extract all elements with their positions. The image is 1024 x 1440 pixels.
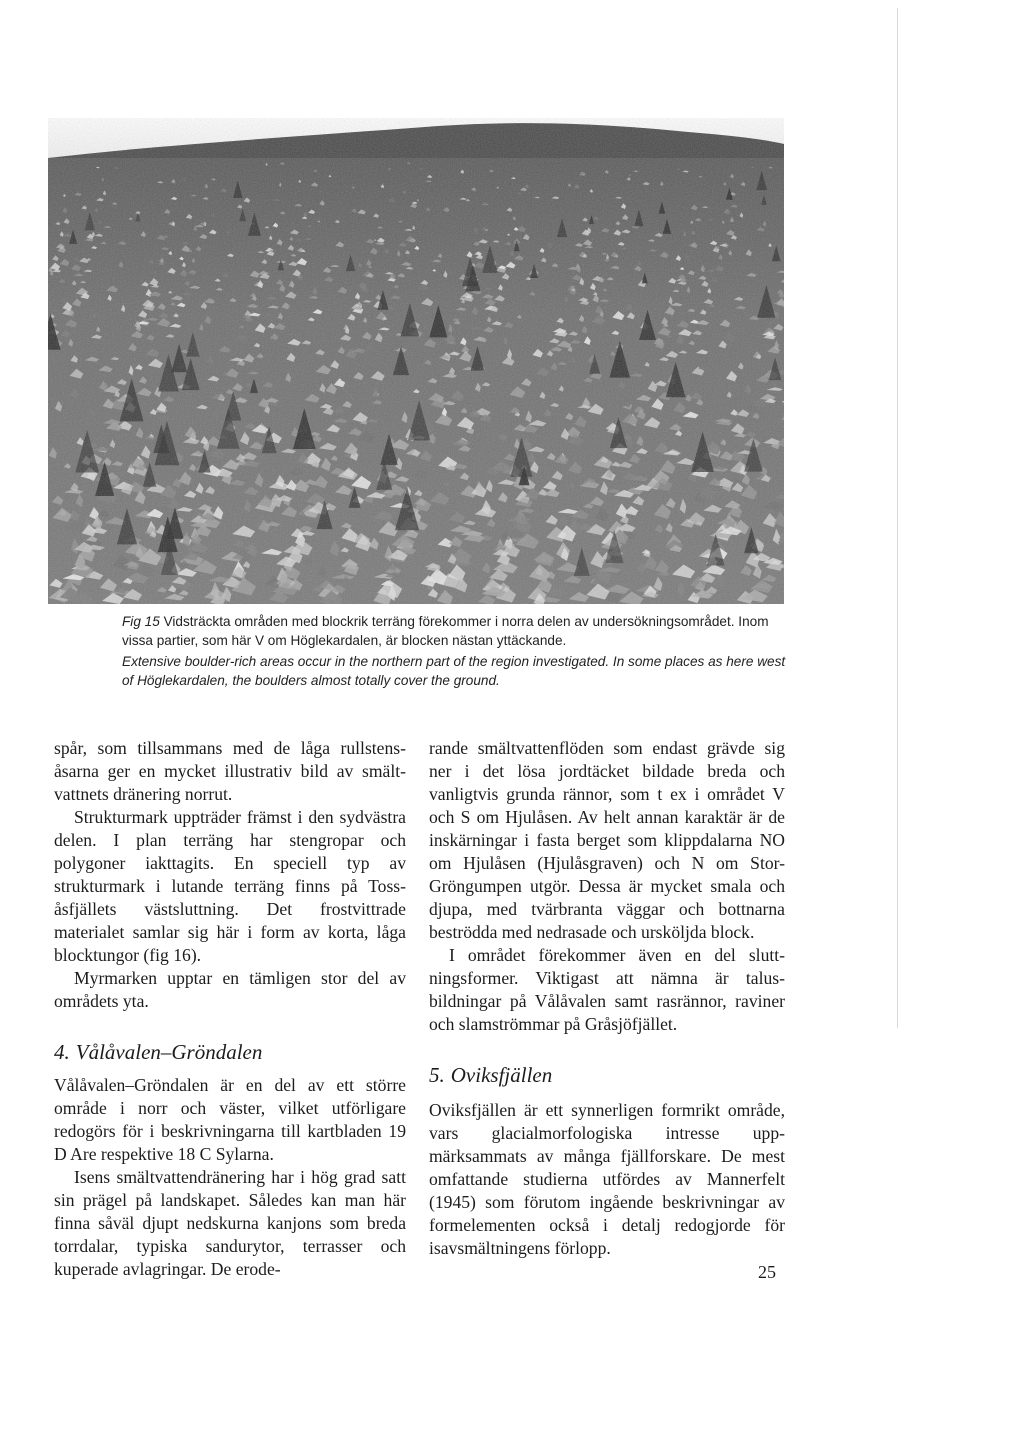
body-paragraph: Oviksfjällen är ett synnerligen formrikt område, vars glacialmorfologiska intresse uppmärksammats av många fjällforskare. De mest omfattande studierna utfördes av Mannerfelt (1945) som förutom ingående beskrivningar av formelementen också i detalj redogjorde för isavsmältningens förlopp. <box>429 1100 785 1258</box>
section-heading <box>54 1041 406 1064</box>
left-column <box>54 737 406 1281</box>
body-paragraph: I området förekommer även en del sluttningsformer. Viktigast att nämna är talusbildningar på Vålåvalen samt rasrännor, raviner och slamströmmar på Gråsjöfjället. <box>429 945 785 1034</box>
figure-label: Fig 15 <box>122 614 160 629</box>
body-paragraph: spår, som tillsammans med de låga rullstensåsarna ger en mycket illustrativ bild av smältvattnets dränering norrut. <box>54 738 406 804</box>
figure-caption <box>122 612 792 690</box>
photo-grain <box>48 118 784 604</box>
body-paragraph: Myrmarken upptar en tämligen stor del av områdets yta. <box>54 968 406 1011</box>
caption-swedish <box>122 612 792 650</box>
section-number: 4. <box>54 1040 70 1064</box>
figure-photo <box>48 118 784 604</box>
section-title: Vålåvalen–Gröndalen <box>75 1040 263 1064</box>
page-number: 25 <box>758 1262 776 1282</box>
section-title: Oviksfjällen <box>450 1063 553 1087</box>
section-number: 5. <box>429 1063 445 1087</box>
body-paragraph: rande smältvattenflöden som endast grävde sig ner i det lösa jordtäcket bildade breda och vanligtvis grunda rännor, som t ex i området V och S om Hjulåsen. Av helt annan karaktär är de inskärningar i fasta berget som klippdalarna NO om Hjulåsen (Hjulåsgraven) och N om Stor-Gröngumpen utgör. Dessa är mycket smala och djupa, med tvärbranta väggar och bottnarna beströdda med nedrasade och ursköljda block. <box>429 738 785 942</box>
body-paragraph: Strukturmark uppträder främst i den sydvästra delen. I plan terräng har stengropar och polygoner iakttagits. En speciell typ av strukturmark i lutande terräng finns på Tossåsfjällets västsluttning. Det frostvittrade materialet samlar sig här i form av korta, låga blocktungor (fig 16). <box>54 807 406 965</box>
body-paragraph: Vålåvalen–Gröndalen är en del av ett större område i norr och väster, vilket utförligare redogörs för i beskrivningarna till kartbladen 19 D Are respektive 18 C Sylarna. <box>54 1075 406 1164</box>
caption-english: Extensive boulder-rich areas occur in the northern part of the region investigated. In some places as here west of Höglekardalen, the boulders almost totally cover the ground. <box>122 654 786 688</box>
section-heading <box>429 1064 785 1087</box>
caption-swedish-text: Vidsträckta områden med blockrik terräng förekommer i norra delen av undersökningsområdet. Inom vissa partier, som här V om Höglekardalen, är blocken nästan yttäckande. <box>122 614 769 648</box>
body-paragraph: Isens smältvattendränering har i hög grad satt sin prägel på landskapet. Således kan man här finna såväl djupt nedskurna kanjons som breda torrdalar, typiska sandurytor, terrasser och kuperade avlagringar. De erode- <box>54 1167 406 1279</box>
page-edge-line <box>897 8 898 1028</box>
right-column <box>429 737 785 1260</box>
